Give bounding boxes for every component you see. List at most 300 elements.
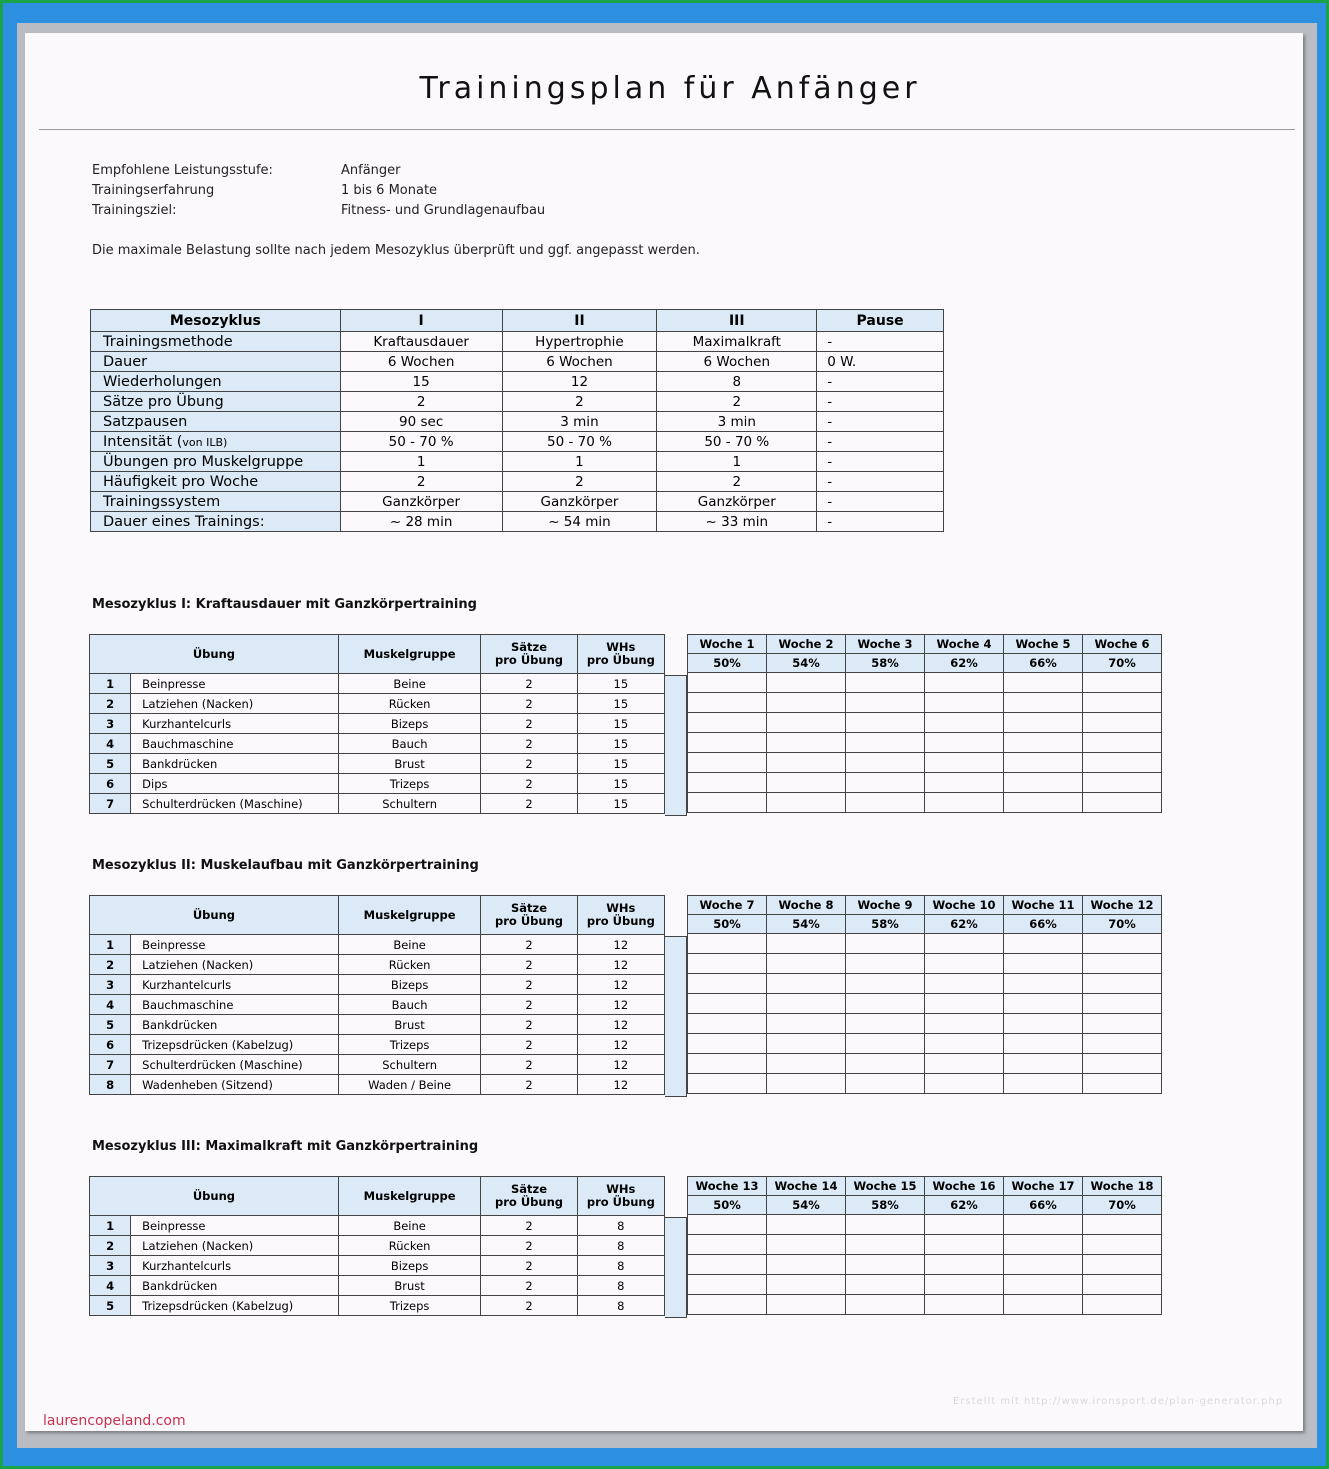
reps-value: 12 (577, 1055, 664, 1075)
reps-value: 12 (577, 1075, 664, 1095)
weight-entry-cell[interactable] (846, 1215, 925, 1235)
table-row (90, 1236, 665, 1256)
meso-cell: Maximalkraft (657, 332, 817, 352)
percent-row (688, 915, 1162, 934)
muscle-group: Waden / Beine (338, 1075, 480, 1095)
weight-entry-cell[interactable] (767, 1034, 846, 1054)
meso-header: III (657, 310, 817, 332)
weight-entry-cell[interactable] (767, 693, 846, 713)
weight-entry-row (688, 1074, 1162, 1094)
info-value: 1 bis 6 Monate (341, 183, 438, 198)
title-divider (39, 129, 1295, 130)
exercise-number: 5 (90, 1296, 131, 1316)
reps-value: 15 (577, 714, 664, 734)
percent-row (688, 1196, 1162, 1215)
weeks-table (687, 634, 1162, 813)
weight-entry-cell[interactable] (767, 1235, 846, 1255)
table-row (90, 694, 665, 714)
weight-entry-row (688, 994, 1162, 1014)
percent-header: 54% (767, 915, 846, 934)
exercise-name: Latziehen (Nacken) (131, 694, 339, 714)
note-text: Die maximale Belastung sollte nach jedem Mesozyklus überprüft und ggf. angepasst werden. (92, 243, 700, 258)
weight-entry-cell[interactable] (846, 1054, 925, 1074)
week-header: Woche 13 (688, 1177, 767, 1196)
percent-header: 62% (925, 1196, 1004, 1215)
header-uebung: Übung (90, 1177, 339, 1216)
weight-entry-cell[interactable] (846, 733, 925, 753)
weight-entry-cell[interactable] (1004, 974, 1083, 994)
table-row (90, 1296, 665, 1316)
weight-entry-cell[interactable] (767, 1295, 846, 1315)
weight-entry-cell[interactable] (846, 954, 925, 974)
meso-header: Mesozyklus (91, 310, 341, 332)
percent-header: 66% (1004, 654, 1083, 673)
muscle-group: Bauch (338, 995, 480, 1015)
weight-entry-cell[interactable] (925, 1074, 1004, 1094)
table-row (90, 794, 665, 814)
meso-row-label (91, 452, 341, 472)
percent-header: 58% (846, 1196, 925, 1215)
meso-cell: - (817, 472, 944, 492)
meso-cell: Hypertrophie (502, 332, 657, 352)
exercise-number: 6 (90, 774, 131, 794)
weight-entry-cell[interactable] (767, 1014, 846, 1034)
sets-value: 2 (481, 1075, 577, 1095)
header-uebung: Übung (90, 635, 339, 674)
mesozyklus-table (90, 309, 944, 532)
info-key: Trainingsziel: (92, 203, 177, 218)
weight-entry-cell[interactable] (1083, 1054, 1162, 1074)
sets-value: 2 (481, 1256, 577, 1276)
weight-entry-cell[interactable] (1004, 733, 1083, 753)
reps-value: 8 (577, 1276, 664, 1296)
weight-entry-cell[interactable] (846, 753, 925, 773)
weight-entry-cell[interactable] (688, 693, 767, 713)
header-line: Sätze (510, 901, 548, 915)
reps-value: 8 (577, 1216, 664, 1236)
table-row (90, 1216, 665, 1236)
weight-entry-cell[interactable] (1004, 1034, 1083, 1054)
weight-entry-cell[interactable] (925, 1034, 1004, 1054)
exercise-number: 7 (90, 1055, 131, 1075)
weight-entry-cell[interactable] (1004, 994, 1083, 1014)
muscle-group: Bizeps (338, 975, 480, 995)
weight-entry-cell[interactable] (925, 974, 1004, 994)
exercise-number: 4 (90, 1276, 131, 1296)
exercise-number: 5 (90, 754, 131, 774)
table-row (90, 774, 665, 794)
weight-entry-cell[interactable] (1083, 934, 1162, 954)
weight-entry-cell[interactable] (1004, 1014, 1083, 1034)
exercise-name: Latziehen (Nacken) (131, 1236, 339, 1256)
exercise-name: Beinpresse (131, 674, 339, 694)
meso-cell: - (817, 432, 944, 452)
percent-header: 70% (1083, 654, 1162, 673)
weight-entry-cell[interactable] (688, 733, 767, 753)
weight-entry-cell[interactable] (688, 1074, 767, 1094)
weeks-header-row (688, 1177, 1162, 1196)
sets-value: 2 (481, 794, 577, 814)
meso-label-text: Trainingssystem (103, 493, 221, 510)
week-header: Woche 12 (1083, 896, 1162, 915)
meso-row-label (91, 372, 341, 392)
week-header: Woche 14 (767, 1177, 846, 1196)
weight-entry-cell[interactable] (925, 733, 1004, 753)
exercise-number: 2 (90, 955, 131, 975)
weight-entry-cell[interactable] (846, 1034, 925, 1054)
week-header: Woche 10 (925, 896, 1004, 915)
weight-entry-row (688, 1295, 1162, 1315)
weight-entry-cell[interactable] (688, 994, 767, 1014)
info-value: Anfänger (341, 163, 401, 178)
percent-header: 66% (1004, 915, 1083, 934)
table-row (90, 1035, 665, 1055)
reps-value: 8 (577, 1256, 664, 1276)
weight-entry-cell[interactable] (767, 1215, 846, 1235)
table-row (90, 1256, 665, 1276)
weight-entry-cell[interactable] (1083, 1014, 1162, 1034)
weight-entry-cell[interactable] (1083, 693, 1162, 713)
weight-entry-cell[interactable] (767, 753, 846, 773)
weight-entry-cell[interactable] (925, 1054, 1004, 1074)
weight-entry-cell[interactable] (1083, 974, 1162, 994)
header-line: Sätze (510, 1182, 548, 1196)
weight-entry-cell[interactable] (688, 1275, 767, 1295)
weight-entry-cell[interactable] (688, 1014, 767, 1034)
weight-entry-cell[interactable] (846, 793, 925, 813)
table-row (90, 1075, 665, 1095)
weight-entry-row (688, 713, 1162, 733)
weight-entry-cell[interactable] (688, 974, 767, 994)
exercise-number: 7 (90, 794, 131, 814)
weight-entry-row (688, 1215, 1162, 1235)
reps-value: 12 (577, 995, 664, 1015)
meso-cell: Ganzkörper (340, 492, 502, 512)
meso-cell: 0 W. (817, 352, 944, 372)
week-header: Woche 7 (688, 896, 767, 915)
percent-row (688, 654, 1162, 673)
table-row (90, 754, 665, 774)
weight-entry-cell[interactable] (1004, 934, 1083, 954)
muscle-group: Brust (338, 754, 480, 774)
weight-entry-cell[interactable] (925, 994, 1004, 1014)
meso-cell: 6 Wochen (340, 352, 502, 372)
weight-entry-cell[interactable] (1004, 1235, 1083, 1255)
weight-entry-cell[interactable] (925, 1014, 1004, 1034)
meso-row-label (91, 492, 341, 512)
weeks-table (687, 1176, 1162, 1315)
weight-entry-cell[interactable] (1083, 733, 1162, 753)
weight-entry-cell[interactable] (688, 773, 767, 793)
weight-entry-cell[interactable] (925, 1255, 1004, 1275)
weight-entry-cell[interactable] (846, 934, 925, 954)
meso-cell: ~ 54 min (502, 512, 657, 532)
percent-header: 58% (846, 915, 925, 934)
weight-entry-cell[interactable] (767, 954, 846, 974)
header-saetze (481, 896, 577, 935)
week-header: Woche 17 (1004, 1177, 1083, 1196)
weight-entry-cell[interactable] (1004, 713, 1083, 733)
weight-entry-cell[interactable] (925, 934, 1004, 954)
weight-entry-cell[interactable] (688, 1235, 767, 1255)
week-header: Woche 9 (846, 896, 925, 915)
exercise-header-row (90, 635, 665, 674)
weight-entry-cell[interactable] (767, 1275, 846, 1295)
meso-row (91, 352, 944, 372)
muscle-group: Rücken (338, 955, 480, 975)
percent-header: 58% (846, 654, 925, 673)
table-row (90, 714, 665, 734)
exercise-name: Trizepsdrücken (Kabelzug) (131, 1296, 339, 1316)
meso-cell: 6 Wochen (502, 352, 657, 372)
exercise-number: 2 (90, 1236, 131, 1256)
weight-entry-cell[interactable] (846, 974, 925, 994)
meso-label-text: Intensität ( (103, 433, 183, 450)
weight-entry-cell[interactable] (925, 1215, 1004, 1235)
weight-entry-cell[interactable] (688, 793, 767, 813)
weight-entry-cell[interactable] (1083, 1074, 1162, 1094)
meso-label-text: Übungen pro Muskelgruppe (103, 453, 304, 470)
weight-entry-cell[interactable] (846, 673, 925, 693)
spacer-column (665, 675, 687, 816)
weight-entry-cell[interactable] (1004, 1295, 1083, 1315)
weight-entry-cell[interactable] (1083, 673, 1162, 693)
watermark: laurencopeland.com (43, 1413, 186, 1429)
info-value: Fitness- und Grundlagenaufbau (341, 203, 546, 218)
meso-label-text: Dauer (103, 353, 148, 370)
exercise-number: 3 (90, 714, 131, 734)
weight-entry-row (688, 1255, 1162, 1275)
weight-entry-cell[interactable] (767, 793, 846, 813)
meso-row (91, 492, 944, 512)
reps-value: 8 (577, 1296, 664, 1316)
meso-cell: 2 (340, 392, 502, 412)
exercise-name: Kurzhantelcurls (131, 714, 339, 734)
sets-value: 2 (481, 1236, 577, 1256)
meso-cell: 2 (657, 472, 817, 492)
weight-entry-cell[interactable] (1083, 954, 1162, 974)
weight-entry-cell[interactable] (925, 693, 1004, 713)
weight-entry-cell[interactable] (925, 1275, 1004, 1295)
header-line: pro Übung (586, 914, 655, 928)
weight-entry-cell[interactable] (925, 773, 1004, 793)
header-muskelgruppe: Muskelgruppe (338, 896, 480, 935)
weight-entry-cell[interactable] (767, 994, 846, 1014)
meso-cell: 3 min (502, 412, 657, 432)
weight-entry-cell[interactable] (1004, 793, 1083, 813)
weight-entry-cell[interactable] (846, 1255, 925, 1275)
sets-value: 2 (481, 774, 577, 794)
week-header: Woche 16 (925, 1177, 1004, 1196)
sets-value: 2 (481, 975, 577, 995)
weight-entry-cell[interactable] (925, 793, 1004, 813)
weight-entry-cell[interactable] (1083, 773, 1162, 793)
weight-entry-cell[interactable] (846, 994, 925, 1014)
weight-entry-cell[interactable] (1004, 1054, 1083, 1074)
weight-entry-cell[interactable] (1004, 773, 1083, 793)
weight-entry-cell[interactable] (925, 1295, 1004, 1315)
page-title: Trainingsplan für Anfänger (419, 71, 921, 106)
weight-entry-row (688, 793, 1162, 813)
weight-entry-cell[interactable] (688, 1054, 767, 1074)
week-header: Woche 5 (1004, 635, 1083, 654)
percent-header: 62% (925, 915, 1004, 934)
meso-cell: ~ 33 min (657, 512, 817, 532)
meso-cell: - (817, 332, 944, 352)
weight-entry-cell[interactable] (767, 1054, 846, 1074)
weight-entry-cell[interactable] (688, 1255, 767, 1275)
percent-header: 70% (1083, 915, 1162, 934)
meso-label-text: Wiederholungen (103, 373, 222, 390)
meso-cell: - (817, 412, 944, 432)
meso-row-label (91, 412, 341, 432)
weight-entry-cell[interactable] (1083, 753, 1162, 773)
weight-entry-cell[interactable] (1083, 793, 1162, 813)
meso-row (91, 332, 944, 352)
exercise-table (89, 1176, 665, 1316)
weight-entry-row (688, 974, 1162, 994)
sets-value: 2 (481, 1216, 577, 1236)
info-key: Empfohlene Leistungsstufe: (92, 163, 273, 178)
weight-entry-cell[interactable] (1004, 1215, 1083, 1235)
weight-entry-cell[interactable] (767, 934, 846, 954)
muscle-group: Beine (338, 1216, 480, 1236)
weight-entry-cell[interactable] (688, 1295, 767, 1315)
reps-value: 12 (577, 955, 664, 975)
weight-entry-cell[interactable] (925, 713, 1004, 733)
meso-cell: 2 (657, 392, 817, 412)
weight-entry-cell[interactable] (1083, 1255, 1162, 1275)
sets-value: 2 (481, 955, 577, 975)
weight-entry-cell[interactable] (846, 1295, 925, 1315)
meso-cell: 2 (340, 472, 502, 492)
meso-label-text: Satzpausen (103, 413, 188, 430)
meso-cell: 50 - 70 % (502, 432, 657, 452)
weight-entry-cell[interactable] (846, 773, 925, 793)
weight-entry-cell[interactable] (925, 1235, 1004, 1255)
weight-entry-cell[interactable] (846, 713, 925, 733)
reps-value: 12 (577, 975, 664, 995)
weight-entry-row (688, 1275, 1162, 1295)
meso-header: II (502, 310, 657, 332)
meso-label-text: Sätze pro Übung (103, 393, 224, 410)
weight-entry-row (688, 1235, 1162, 1255)
weight-entry-cell[interactable] (688, 673, 767, 693)
weight-entry-cell[interactable] (767, 673, 846, 693)
weight-entry-cell[interactable] (1083, 1275, 1162, 1295)
weight-entry-cell[interactable] (846, 1275, 925, 1295)
meso-cell: 2 (502, 392, 657, 412)
meso-cell: - (817, 512, 944, 532)
weight-entry-cell[interactable] (1083, 713, 1162, 733)
weight-entry-cell[interactable] (688, 753, 767, 773)
meso-label-text: Häufigkeit pro Woche (103, 473, 259, 490)
weight-entry-cell[interactable] (1004, 954, 1083, 974)
exercise-number: 4 (90, 995, 131, 1015)
exercise-name: Beinpresse (131, 1216, 339, 1236)
weight-entry-cell[interactable] (846, 1074, 925, 1094)
weight-entry-cell[interactable] (688, 934, 767, 954)
percent-header: 50% (688, 654, 767, 673)
meso-row-label (91, 512, 341, 532)
weight-entry-cell[interactable] (767, 1255, 846, 1275)
sets-value: 2 (481, 674, 577, 694)
weight-entry-cell[interactable] (767, 1074, 846, 1094)
meso-cell: Ganzkörper (657, 492, 817, 512)
weight-entry-cell[interactable] (688, 954, 767, 974)
weight-entry-cell[interactable] (1083, 994, 1162, 1014)
weight-entry-cell[interactable] (688, 1215, 767, 1235)
weight-entry-cell[interactable] (846, 1014, 925, 1034)
muscle-group: Bauch (338, 734, 480, 754)
exercise-number: 1 (90, 674, 131, 694)
header-uebung: Übung (90, 896, 339, 935)
weight-entry-cell[interactable] (1004, 1275, 1083, 1295)
sets-value: 2 (481, 1015, 577, 1035)
weight-entry-cell[interactable] (1083, 1034, 1162, 1054)
weight-entry-cell[interactable] (767, 733, 846, 753)
meso-cell: 15 (340, 372, 502, 392)
exercise-name: Kurzhantelcurls (131, 1256, 339, 1276)
weight-entry-cell[interactable] (767, 713, 846, 733)
muscle-group: Brust (338, 1015, 480, 1035)
reps-value: 15 (577, 774, 664, 794)
weight-entry-cell[interactable] (925, 673, 1004, 693)
weeks-header-row (688, 896, 1162, 915)
sets-value: 2 (481, 1276, 577, 1296)
weight-entry-cell[interactable] (1004, 693, 1083, 713)
exercise-name: Schulterdrücken (Maschine) (131, 1055, 339, 1075)
header-whs (577, 635, 664, 674)
weight-entry-cell[interactable] (1083, 1235, 1162, 1255)
weight-entry-cell[interactable] (1004, 673, 1083, 693)
weight-entry-cell[interactable] (925, 753, 1004, 773)
meso-row (91, 452, 944, 472)
table-row (90, 1276, 665, 1296)
week-header: Woche 15 (846, 1177, 925, 1196)
weeks-header-row (688, 635, 1162, 654)
weight-entry-cell[interactable] (1004, 753, 1083, 773)
weight-entry-cell[interactable] (1083, 1215, 1162, 1235)
weight-entry-cell[interactable] (767, 974, 846, 994)
muscle-group: Brust (338, 1276, 480, 1296)
week-header: Woche 3 (846, 635, 925, 654)
weight-entry-cell[interactable] (767, 773, 846, 793)
table-row (90, 1015, 665, 1035)
meso-cell: 1 (502, 452, 657, 472)
exercise-name: Bauchmaschine (131, 995, 339, 1015)
meso-cell: 3 min (657, 412, 817, 432)
week-header: Woche 8 (767, 896, 846, 915)
weight-entry-cell[interactable] (1083, 1295, 1162, 1315)
header-line: pro Übung (495, 653, 563, 667)
sets-value: 2 (481, 1296, 577, 1316)
weight-entry-cell[interactable] (1004, 1255, 1083, 1275)
exercise-number: 1 (90, 1216, 131, 1236)
meso-row (91, 392, 944, 412)
weight-entry-cell[interactable] (688, 1034, 767, 1054)
weight-entry-cell[interactable] (1004, 1074, 1083, 1094)
weight-entry-cell[interactable] (925, 954, 1004, 974)
weight-entry-cell[interactable] (688, 713, 767, 733)
reps-value: 8 (577, 1236, 664, 1256)
weight-entry-cell[interactable] (846, 1235, 925, 1255)
reps-value: 15 (577, 794, 664, 814)
weight-entry-cell[interactable] (846, 693, 925, 713)
meso-cell: 6 Wochen (657, 352, 817, 372)
meso-row-label (91, 332, 341, 352)
percent-header: 50% (688, 1196, 767, 1215)
